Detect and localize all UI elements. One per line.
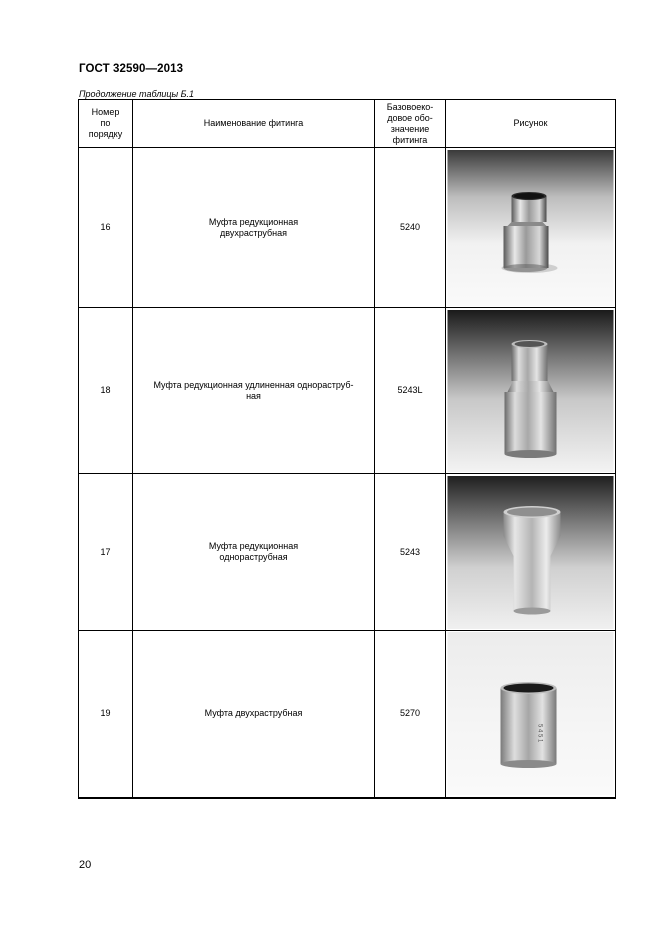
table-row bbox=[79, 631, 616, 798]
fittings-table bbox=[78, 99, 616, 799]
reducing-coupling-one-socket-photo bbox=[447, 476, 614, 629]
reducing-coupling-two-socket-photo bbox=[447, 150, 614, 306]
row-name: Муфта двухраструбная bbox=[133, 631, 375, 798]
svg-text:5 4 5 1: 5 4 5 1 bbox=[536, 724, 543, 743]
table-caption: Продолжение таблицы Б.1 bbox=[79, 89, 195, 99]
document-title: ГОСТ 32590—2013 bbox=[79, 63, 184, 75]
row-number: 17 bbox=[79, 474, 133, 631]
row-picture bbox=[446, 631, 616, 798]
row-code: 5270 bbox=[375, 631, 446, 798]
row-code: 5243L bbox=[375, 308, 446, 474]
header-picture: Рисунок bbox=[446, 100, 616, 148]
row-name: Муфта редукционная однораструбная bbox=[133, 474, 375, 631]
header-name: Наименование фитинга bbox=[133, 100, 375, 148]
row-picture bbox=[446, 308, 616, 474]
row-name: Муфта редукционная двухраструбная bbox=[133, 148, 375, 308]
extended-reducing-coupling-photo bbox=[447, 310, 614, 472]
table-row bbox=[79, 308, 616, 474]
row-picture bbox=[446, 474, 616, 631]
row-picture bbox=[446, 148, 616, 308]
row-name: Муфта редукционная удлиненная однораструб- ная bbox=[133, 308, 375, 474]
row-number: 19 bbox=[79, 631, 133, 798]
header-number: Номер по порядку bbox=[79, 100, 133, 148]
table-row bbox=[79, 148, 616, 308]
row-code: 5240 bbox=[375, 148, 446, 308]
row-number: 18 bbox=[79, 308, 133, 474]
row-code: 5243 bbox=[375, 474, 446, 631]
row-number: 16 bbox=[79, 148, 133, 308]
header-code: Базовоеко- довое обо- значение фитинга bbox=[375, 100, 446, 148]
page-number: 20 bbox=[79, 859, 92, 871]
table-row bbox=[79, 474, 616, 631]
table-header-row bbox=[79, 100, 616, 148]
coupling-two-socket-photo bbox=[447, 632, 614, 795]
